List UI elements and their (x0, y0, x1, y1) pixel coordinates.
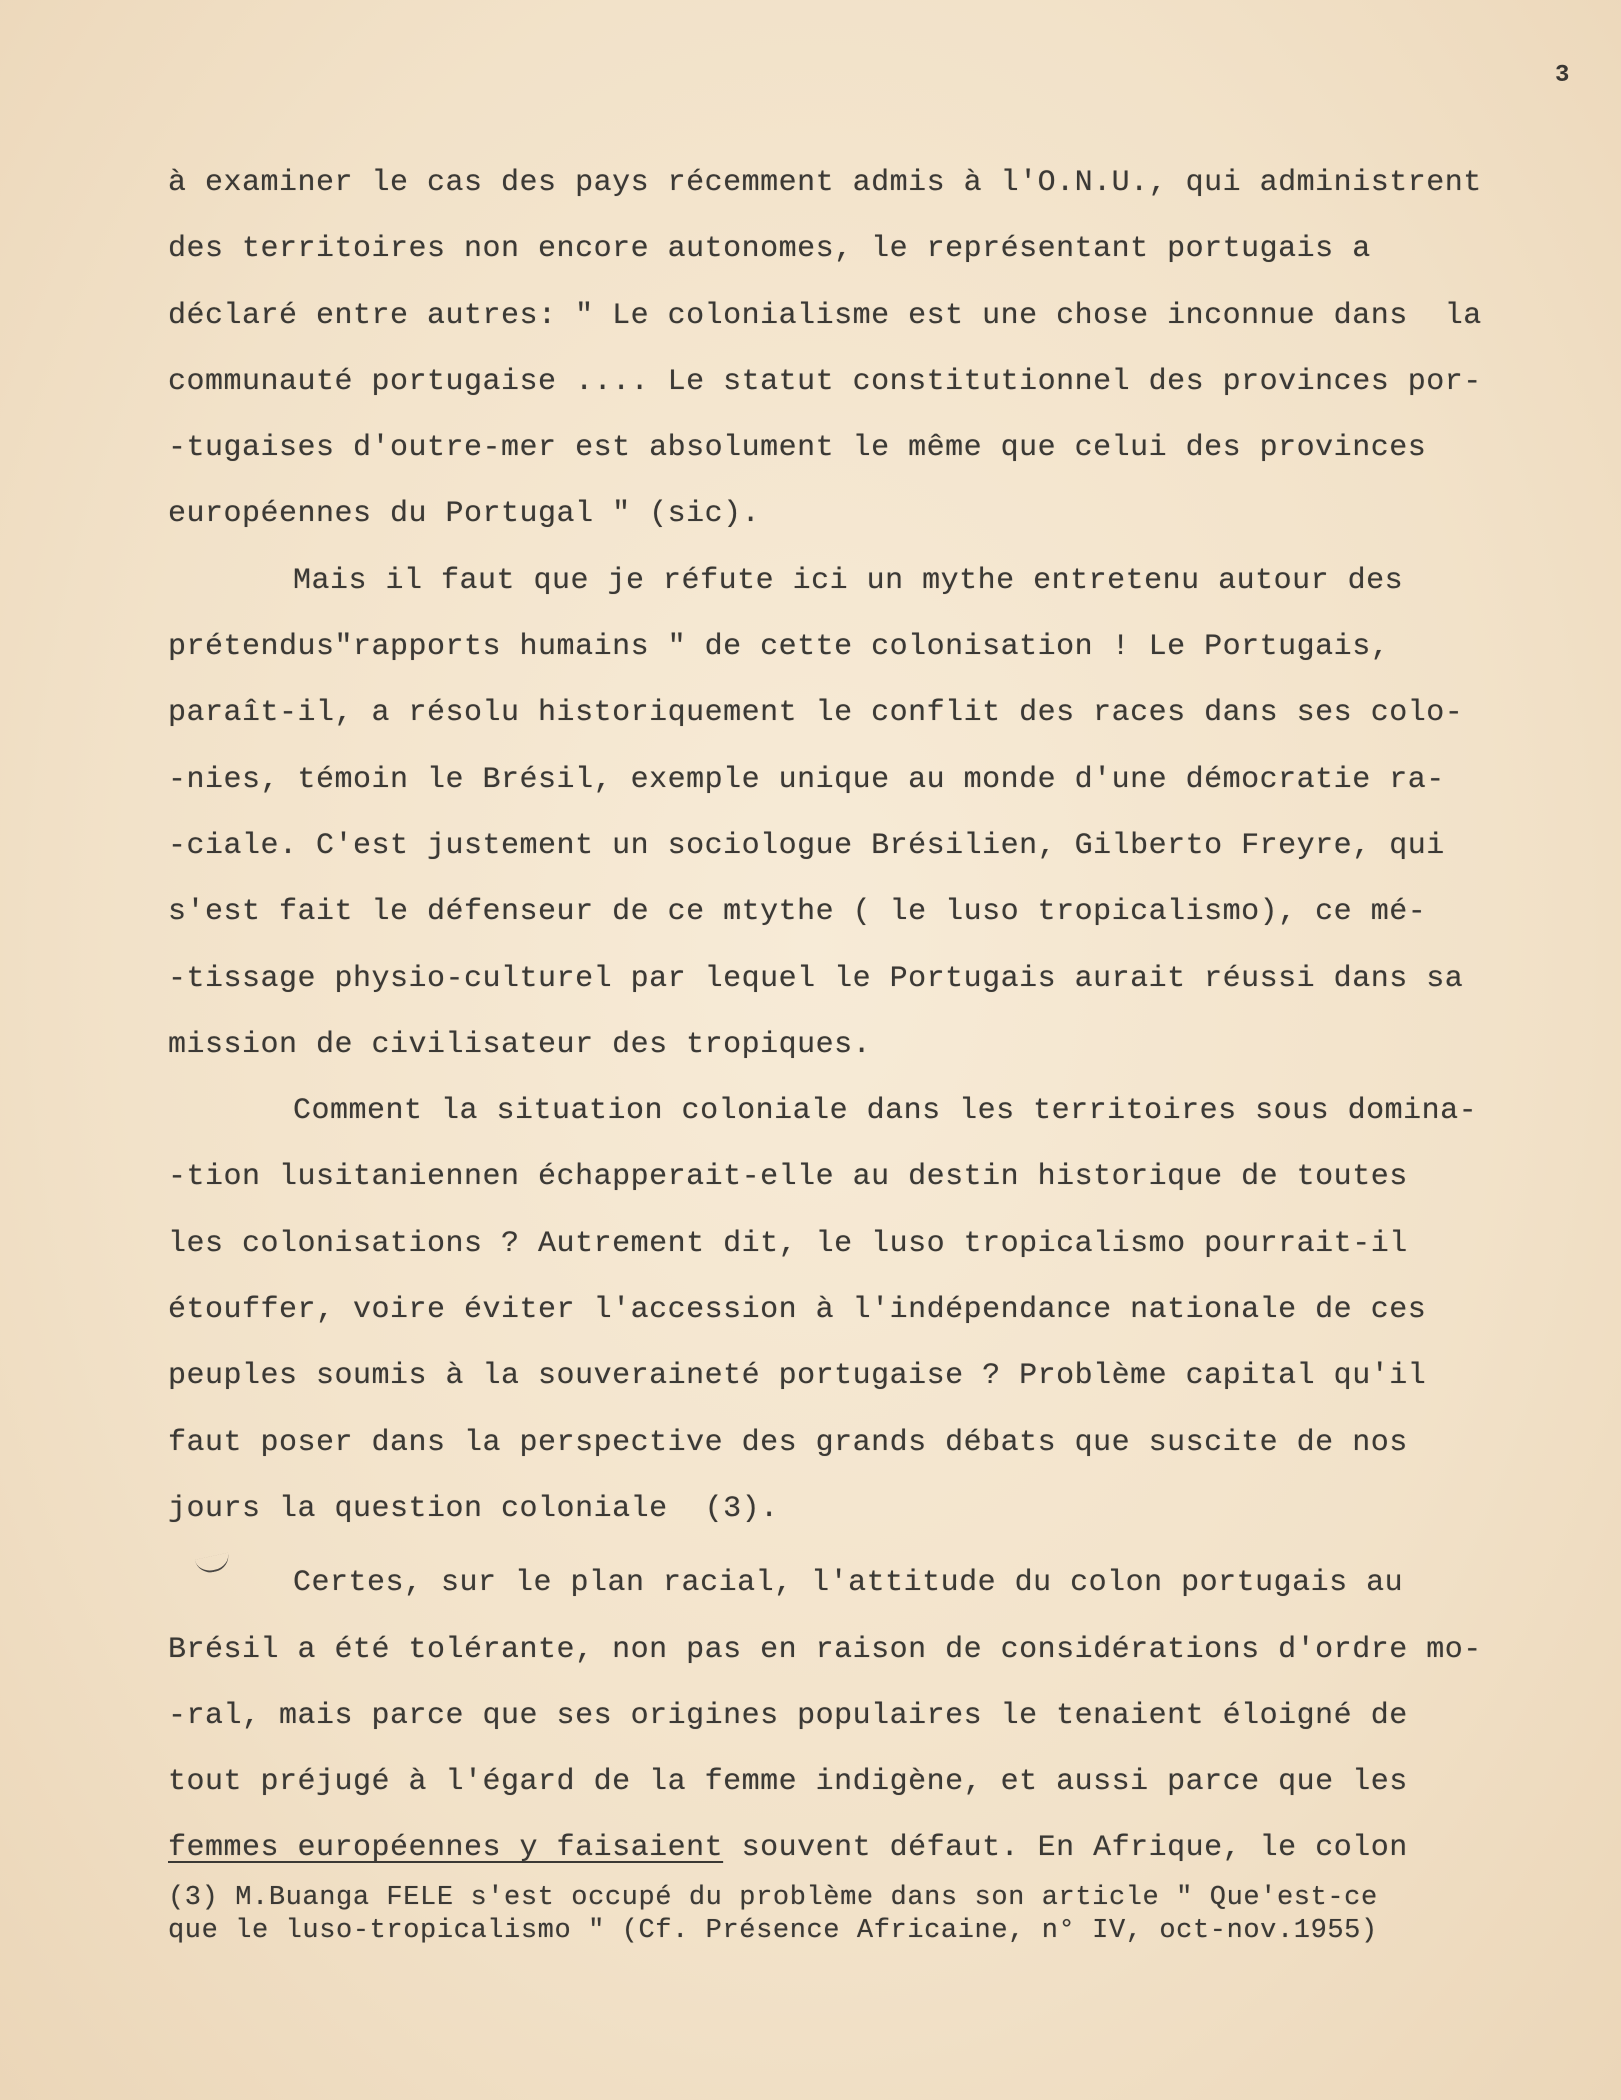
text-line: paraît-il, a résolu historiquement le conflit des races dans ses colo- (168, 696, 1464, 731)
text-line: Mais il faut que je réfute ici un mythe entretenu autour des (293, 563, 1404, 598)
text-line: faut poser dans la perspective des grands débats que suscite de nos (168, 1425, 1408, 1460)
line-continuation: souvent défaut. En Afrique, le colon (723, 1831, 1408, 1866)
text-line: les colonisations ? Autrement dit, le luso tropicalismo pourrait-il (168, 1226, 1408, 1261)
underlined-phrase: femmes européennes y faisaient (168, 1831, 724, 1866)
text-line: -tugaises d'outre-mer est absolument le même que celui des provinces (168, 431, 1427, 466)
text-line: Certes, sur le plan racial, l'attitude du colon portugais au (293, 1566, 1404, 1601)
footnote-line: (3) M.Buanga FELE s'est occupé du problème dans son article " Que'est-ce (168, 1883, 1378, 1913)
text-line: Brésil a été tolérante, non pas en raison de considérations d'ordre mo- (168, 1632, 1482, 1667)
text-line: mission de civilisateur des tropiques. (168, 1027, 872, 1062)
paragraph-2 (168, 548, 1608, 1078)
text-line: -nies, témoin le Brésil, exemple unique au monde d'une démocratie ra- (168, 762, 1445, 797)
body-text (168, 150, 1608, 1882)
text-line: -ral, mais parce que ses origines populaires le tenaient éloigné de (168, 1698, 1408, 1733)
text-line: des territoires non encore autonomes, le représentant portugais a (168, 232, 1371, 267)
page-number: 3 (1555, 62, 1570, 89)
text-line: jours la question coloniale (3). (168, 1491, 779, 1526)
text-line (168, 1815, 1608, 1881)
text-line: -tion lusitaniennen échapperait-elle au destin historique de toutes (168, 1160, 1408, 1195)
paragraph-3 (168, 1078, 1608, 1542)
text-line: peuples soumis à la souveraineté portugaise ? Problème capital qu'il (168, 1359, 1427, 1394)
text-line: s'est fait le défenseur de ce mtythe ( le luso tropicalismo), ce mé- (168, 895, 1427, 930)
footnote-line: que le luso-tropicalismo " (Cf. Présence Africaine, n° IV, oct-nov.1955) (168, 1916, 1378, 1946)
paragraph-1 (168, 150, 1608, 548)
paragraph-4 (168, 1550, 1608, 1881)
text-line: prétendus"rapports humains " de cette colonisation ! Le Portugais, (168, 630, 1390, 665)
footnote (168, 1882, 1608, 1948)
text-line: européennes du Portugal " (sic). (168, 497, 761, 532)
text-line: à examiner le cas des pays récemment admis à l'O.N.U., qui administrent (168, 166, 1482, 200)
text-line: déclaré entre autres: " Le colonialisme est une chose inconnue dans la (168, 298, 1482, 333)
text-line: communauté portugaise .... Le statut constitutionnel des provinces por- (168, 364, 1482, 399)
text-line: -ciale. C'est justement un sociologue Brésilien, Gilberto Freyre, qui (168, 828, 1445, 863)
text-line: -tissage physio-culturel par lequel le Portugais aurait réussi dans sa (168, 961, 1464, 996)
text-line: tout préjugé à l'égard de la femme indigène, et aussi parce que les (168, 1765, 1408, 1800)
text-line: étouffer, voire éviter l'accession à l'indépendance nationale de ces (168, 1293, 1427, 1328)
text-line: Comment la situation coloniale dans les territoires sous domina- (293, 1094, 1478, 1129)
